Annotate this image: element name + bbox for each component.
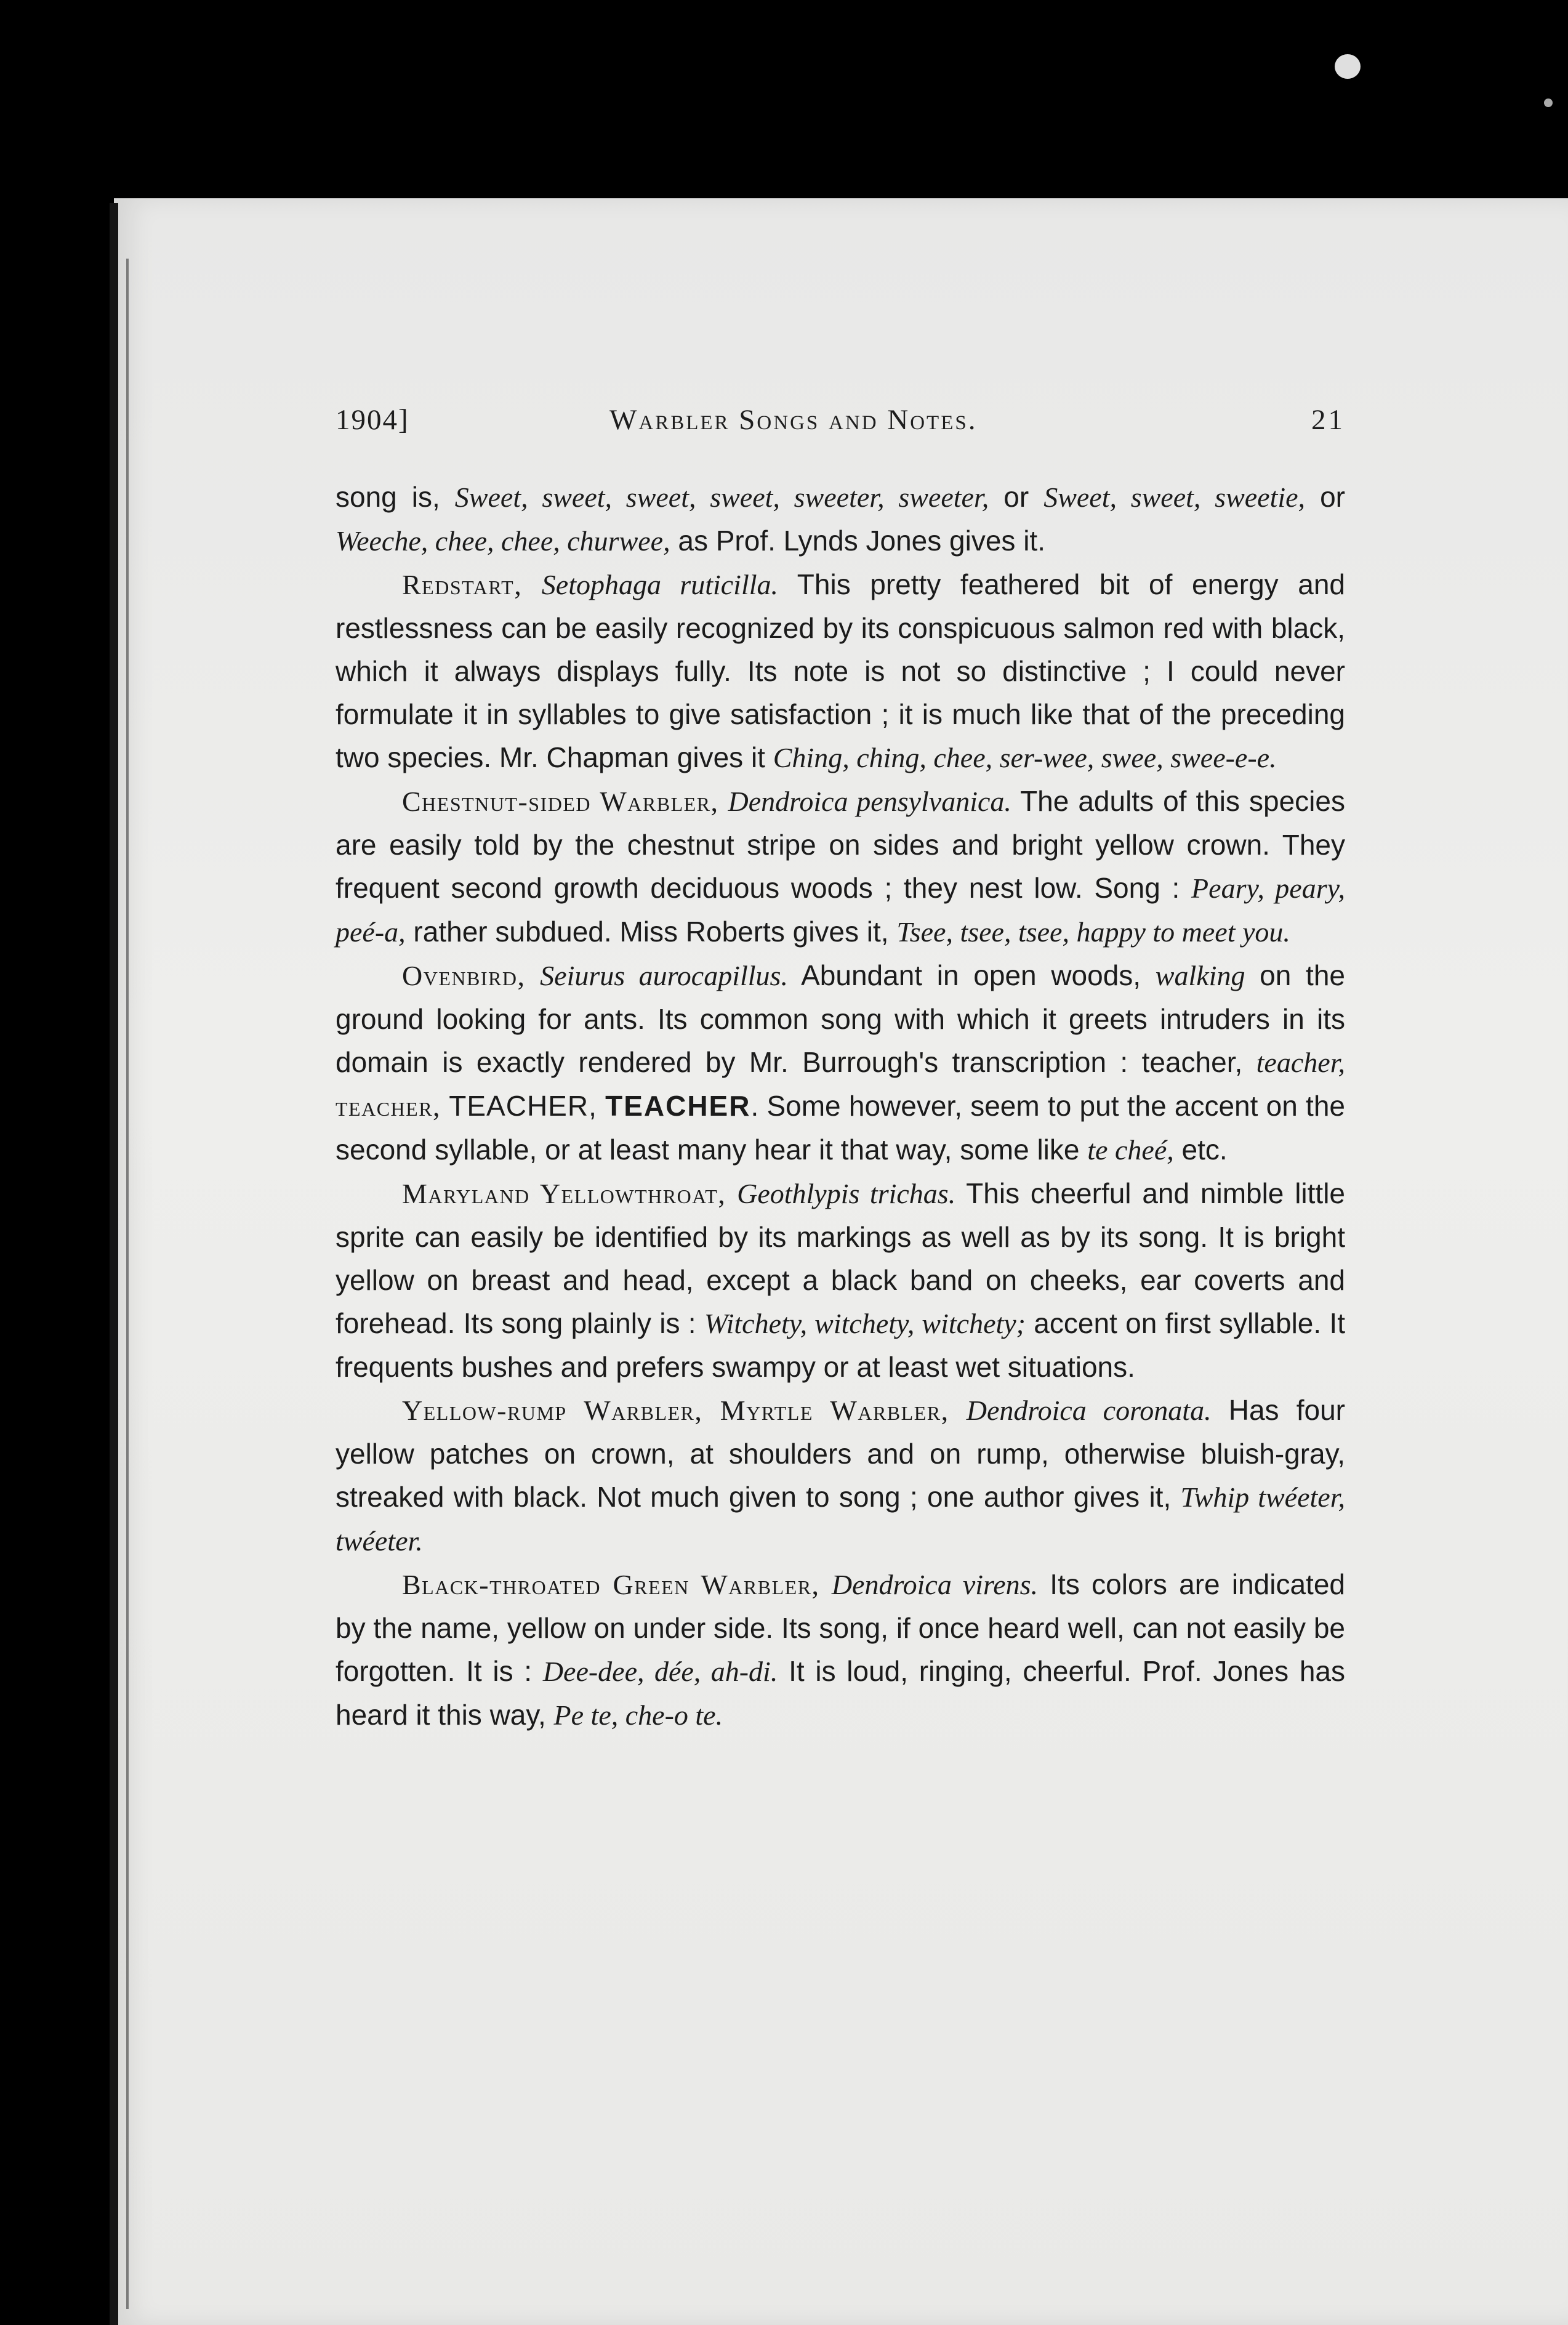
text-run-it: Weeche, chee, chee, churwee, bbox=[336, 525, 670, 557]
text-run-sc: Maryland Yellowthroat, bbox=[402, 1178, 726, 1209]
text-run: It is loud, ringing, cheerful. Prof. Jones has heard it this way, bbox=[336, 1655, 1346, 1731]
paragraph bbox=[336, 475, 1345, 563]
text-run: The adults of this species are easily told by the chestnut stripe on sides and bright yellow crown. They frequent second growth deciduous woods ; they nest low. Song : bbox=[336, 785, 1345, 904]
text-run-it: Tsee, tsee, tsee, happy to meet you. bbox=[896, 916, 1290, 948]
text-run-it: Sweet, sweet, sweet, sweet, sweeter, sweeter, bbox=[454, 482, 989, 513]
text-run-it: Ching, ching, chee, ser-wee, swee, swee-e-e. bbox=[773, 742, 1277, 773]
text-run-it: Dee-dee, dée, ah-di. bbox=[542, 1656, 778, 1687]
text-run-sc: Ovenbird, bbox=[402, 960, 526, 991]
header-year: 1904] bbox=[336, 404, 409, 436]
header-title: Warbler Songs and Notes. bbox=[609, 404, 978, 436]
body-text bbox=[336, 475, 1345, 1737]
text-run: accent on first syllable. It frequents bushes and prefers swampy or at least wet situations. bbox=[336, 1307, 1345, 1383]
text-run-sc: Chestnut-sided Warbler, bbox=[402, 786, 719, 817]
text-run-it: Peary, peary, peé-a, bbox=[336, 872, 1345, 948]
text-run: on the ground looking for ants. Its common song with which it greets intruders in its domain is exactly rendered by Mr. Burrough's transcription : teacher, bbox=[336, 959, 1345, 1078]
text-run bbox=[597, 1090, 605, 1122]
text-run: This pretty feathered bit of energy and restlessness can be easily recognized by its conspicuous salmon red with black, which it always displays fully. Its note is not so distinctive ; I could never formulate it in syllables to give satisfaction ; it is much like that of the preceding two species. Mr. Chapman gives it bbox=[336, 568, 1345, 773]
binding-shadow bbox=[110, 203, 118, 2325]
page-number: 21 bbox=[1311, 404, 1345, 436]
running-head bbox=[336, 403, 1345, 453]
text-run-sc: teacher, bbox=[336, 1090, 441, 1122]
text-run bbox=[525, 959, 540, 991]
text-run: as Prof. Lynds Jones gives it. bbox=[670, 525, 1045, 557]
paragraph bbox=[336, 780, 1345, 954]
text-run-it: Geothlypis trichas. bbox=[737, 1178, 956, 1209]
text-run-sc: Black-throated Green Warbler, bbox=[402, 1569, 820, 1600]
paragraph bbox=[336, 954, 1345, 1172]
text-run-it: Setophaga ruticilla. bbox=[541, 569, 779, 600]
text-run: or bbox=[1305, 481, 1345, 513]
text-run-it: teacher, bbox=[1256, 1047, 1345, 1078]
text-run: etc. bbox=[1173, 1134, 1228, 1166]
text-run-it: te cheé, bbox=[1087, 1134, 1174, 1166]
text-run-it: Dendroica coronata. bbox=[966, 1395, 1212, 1426]
text-run: song is, bbox=[336, 481, 455, 513]
text-run-sc: Redstart, bbox=[402, 569, 523, 600]
text-run bbox=[441, 1090, 449, 1122]
text-run-it: Witchety, witchety, witchety; bbox=[704, 1308, 1026, 1339]
paragraph bbox=[336, 1388, 1345, 1563]
text-run: or bbox=[989, 481, 1044, 513]
text-run: Its colors are indicated by the name, yellow on under side. Its song, if once heard well, can not easily be forgotten. It is : bbox=[336, 1568, 1345, 1687]
text-run bbox=[719, 785, 728, 817]
text-run-it: Dendroica virens. bbox=[831, 1569, 1039, 1600]
text-run: Abundant in open woods, bbox=[787, 959, 1156, 991]
text-run: This cheerful and nimble little sprite can easily be identified by its markings as well as by its song. It is bright yellow on breast and head, except a black band on cheeks, ear coverts and forehead. Its song plainly is : bbox=[336, 1177, 1346, 1339]
text-run-it: Pe te, che-o te. bbox=[553, 1699, 723, 1731]
paragraph bbox=[336, 563, 1345, 780]
text-run: rather subdued. Miss Roberts gives it, bbox=[405, 916, 897, 948]
text-run-it: Twhip twéeter, twéeter. bbox=[336, 1481, 1345, 1557]
text-run-it: walking bbox=[1155, 960, 1245, 991]
scan-artifact bbox=[1335, 54, 1361, 79]
text-run-caps: TEACHER, bbox=[449, 1090, 597, 1122]
text-run-sc: Yellow-rump Warbler, Myrtle Warbler, bbox=[402, 1395, 949, 1426]
text-run bbox=[726, 1177, 737, 1209]
text-run: . Some however, seem to put the accent on the second syllable, or at least many hear it that way, some like bbox=[336, 1090, 1345, 1166]
text-run-bold: TEACHER bbox=[605, 1090, 751, 1122]
scan-artifact bbox=[1544, 99, 1553, 107]
paragraph bbox=[336, 1172, 1345, 1388]
text-run-it: Sweet, sweet, sweetie, bbox=[1043, 482, 1306, 513]
text-run-it: Seiurus aurocapillus. bbox=[540, 960, 788, 991]
text-run: Has four yellow patches on crown, at shoulders and on rump, otherwise bluish-gray, streaked with black. Not much given to song ; one author gives it, bbox=[336, 1394, 1345, 1513]
text-run bbox=[820, 1568, 832, 1600]
text-run-it: Dendroica pensylvanica. bbox=[728, 786, 1011, 817]
text-run bbox=[522, 568, 542, 600]
paragraph bbox=[336, 1563, 1345, 1737]
binding-edge bbox=[126, 259, 129, 2309]
text-run bbox=[949, 1394, 967, 1426]
